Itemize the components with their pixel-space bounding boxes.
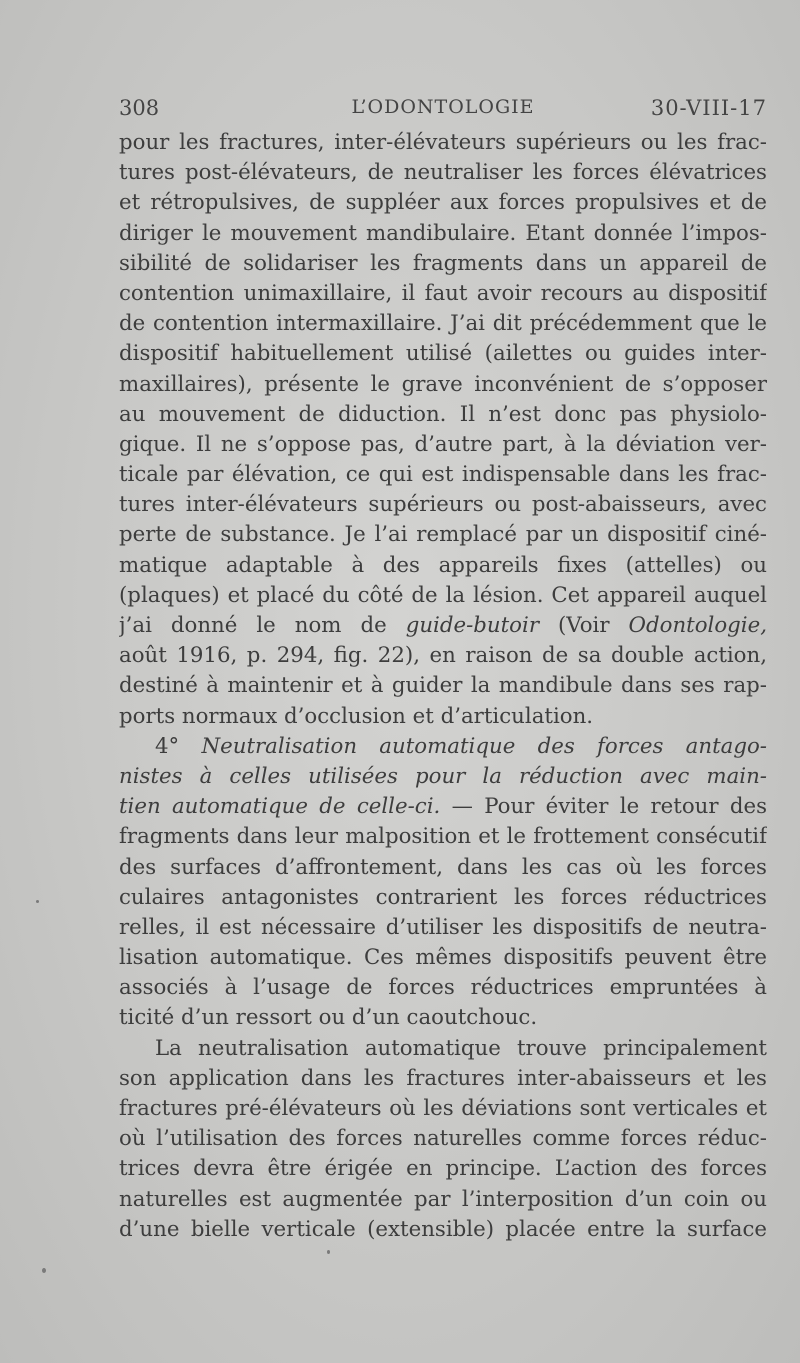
text-line: pour les fractures, inter-élévateurs supérieurs ou les frac- [119, 130, 767, 155]
paragraph-1 [119, 128, 767, 732]
section-heading-line: tien automatique de celle-ci. — Pour éviter le retour des [119, 794, 767, 820]
text-line: de contention intermaxillaire. J’ai dit précédemment que le [119, 311, 767, 337]
text-line: son application dans les fractures inter-abaisseurs et les [119, 1065, 767, 1091]
section-heading-line: 4° Neutralisation automatique des forces antago- [155, 733, 767, 759]
text-line: contention unimaxillaire, il faut avoir recours au dispositif [119, 280, 767, 306]
text-line: tures post-élévateurs, de neutraliser les forces élévatrices [119, 160, 767, 186]
paper-speck [327, 1250, 330, 1254]
text-line: culaires antagonistes contrarient les forces réductrices [119, 884, 767, 910]
text-line: diriger le mouvement mandibulaire. Etant donnée l’impos- [119, 220, 767, 246]
text-line: où l’utilisation des forces naturelles comme forces réduc- [119, 1126, 767, 1152]
section-number: 4° [155, 733, 180, 759]
text-line: sibilité de solidariser les fragments dans un appareil de [119, 250, 767, 276]
paper-speck [36, 900, 39, 903]
text-line: La neutralisation automatique trouve principalement [155, 1035, 767, 1061]
text-line-with-italics: j’ai donné le nom de guide-butoir (Voir Odontologie, [119, 613, 767, 638]
text-line: et rétropulsives, de suppléer aux forces propulsives et de [119, 190, 767, 216]
text-line: perte de substance. Je l’ai remplacé par un dispositif ciné- [119, 522, 767, 548]
page-number: 308 [119, 96, 160, 120]
text-line: matique adaptable à des appareils fixes (attelles) ou [119, 552, 767, 578]
paper-speck [42, 1268, 46, 1273]
text-line: lisation automatique. Ces mêmes dispositifs peuvent être [119, 945, 767, 971]
text-line: maxillaires), présente le grave inconvénient de s’opposer [119, 371, 767, 397]
text-line: fragments dans leur malposition et le frottement consécutif [119, 824, 767, 850]
text-line: gique. Il ne s’oppose pas, d’autre part, à la déviation ver- [119, 431, 767, 457]
issue-date: 30-VIII-17 [650, 96, 767, 120]
text-line: ports normaux d’occlusion et d’articulation. [119, 703, 594, 729]
running-header [119, 96, 767, 126]
section-heading-line: nistes à celles utilisées pour la réduction avec main- [119, 763, 767, 789]
text-line: destiné à maintenir et à guider la mandibule dans ses rap- [119, 673, 767, 699]
section-4 [119, 732, 767, 1034]
text-line: dispositif habituellement utilisé (ailettes ou guides inter- [119, 341, 767, 367]
text-line: associés à l’usage de forces réductrices empruntées à [119, 975, 767, 1001]
text-line: naturelles est augmentée par l’interposition d’un coin ou [119, 1186, 767, 1212]
text-line: des surfaces d’affrontement, dans les cas où les forces [119, 854, 767, 880]
text-line: ticale par élévation, ce qui est indispensable dans les frac- [119, 462, 767, 488]
text-line: (plaques) et placé du côté de la lésion. Cet appareil auquel [119, 582, 767, 608]
paragraph-3 [119, 1034, 767, 1245]
body-text [119, 128, 767, 1245]
text-line: relles, il est nécessaire d’utiliser les dispositifs de neutra- [119, 914, 767, 940]
running-title: L’ODONTOLOGIE [351, 96, 535, 118]
text-line: d’une bielle verticale (extensible) placée entre la surface [119, 1216, 767, 1242]
text-line: ticité d’un ressort ou d’un caoutchouc. [119, 1005, 538, 1031]
italic-term: guide-butoir [405, 613, 540, 638]
text-line: trices devra être érigée en principe. L’action des forces [119, 1156, 767, 1182]
text-line: au mouvement de diduction. Il n’est donc pas physiolo- [119, 401, 767, 427]
text-line: août 1916, p. 294, fig. 22), en raison de sa double action, [119, 643, 767, 669]
text-line: fractures pré-élévateurs où les déviations sont verticales et [119, 1096, 767, 1121]
text-line: tures inter-élévateurs supérieurs ou post-abaisseurs, avec [119, 492, 767, 518]
journal-title: Odontologie, [628, 613, 767, 638]
